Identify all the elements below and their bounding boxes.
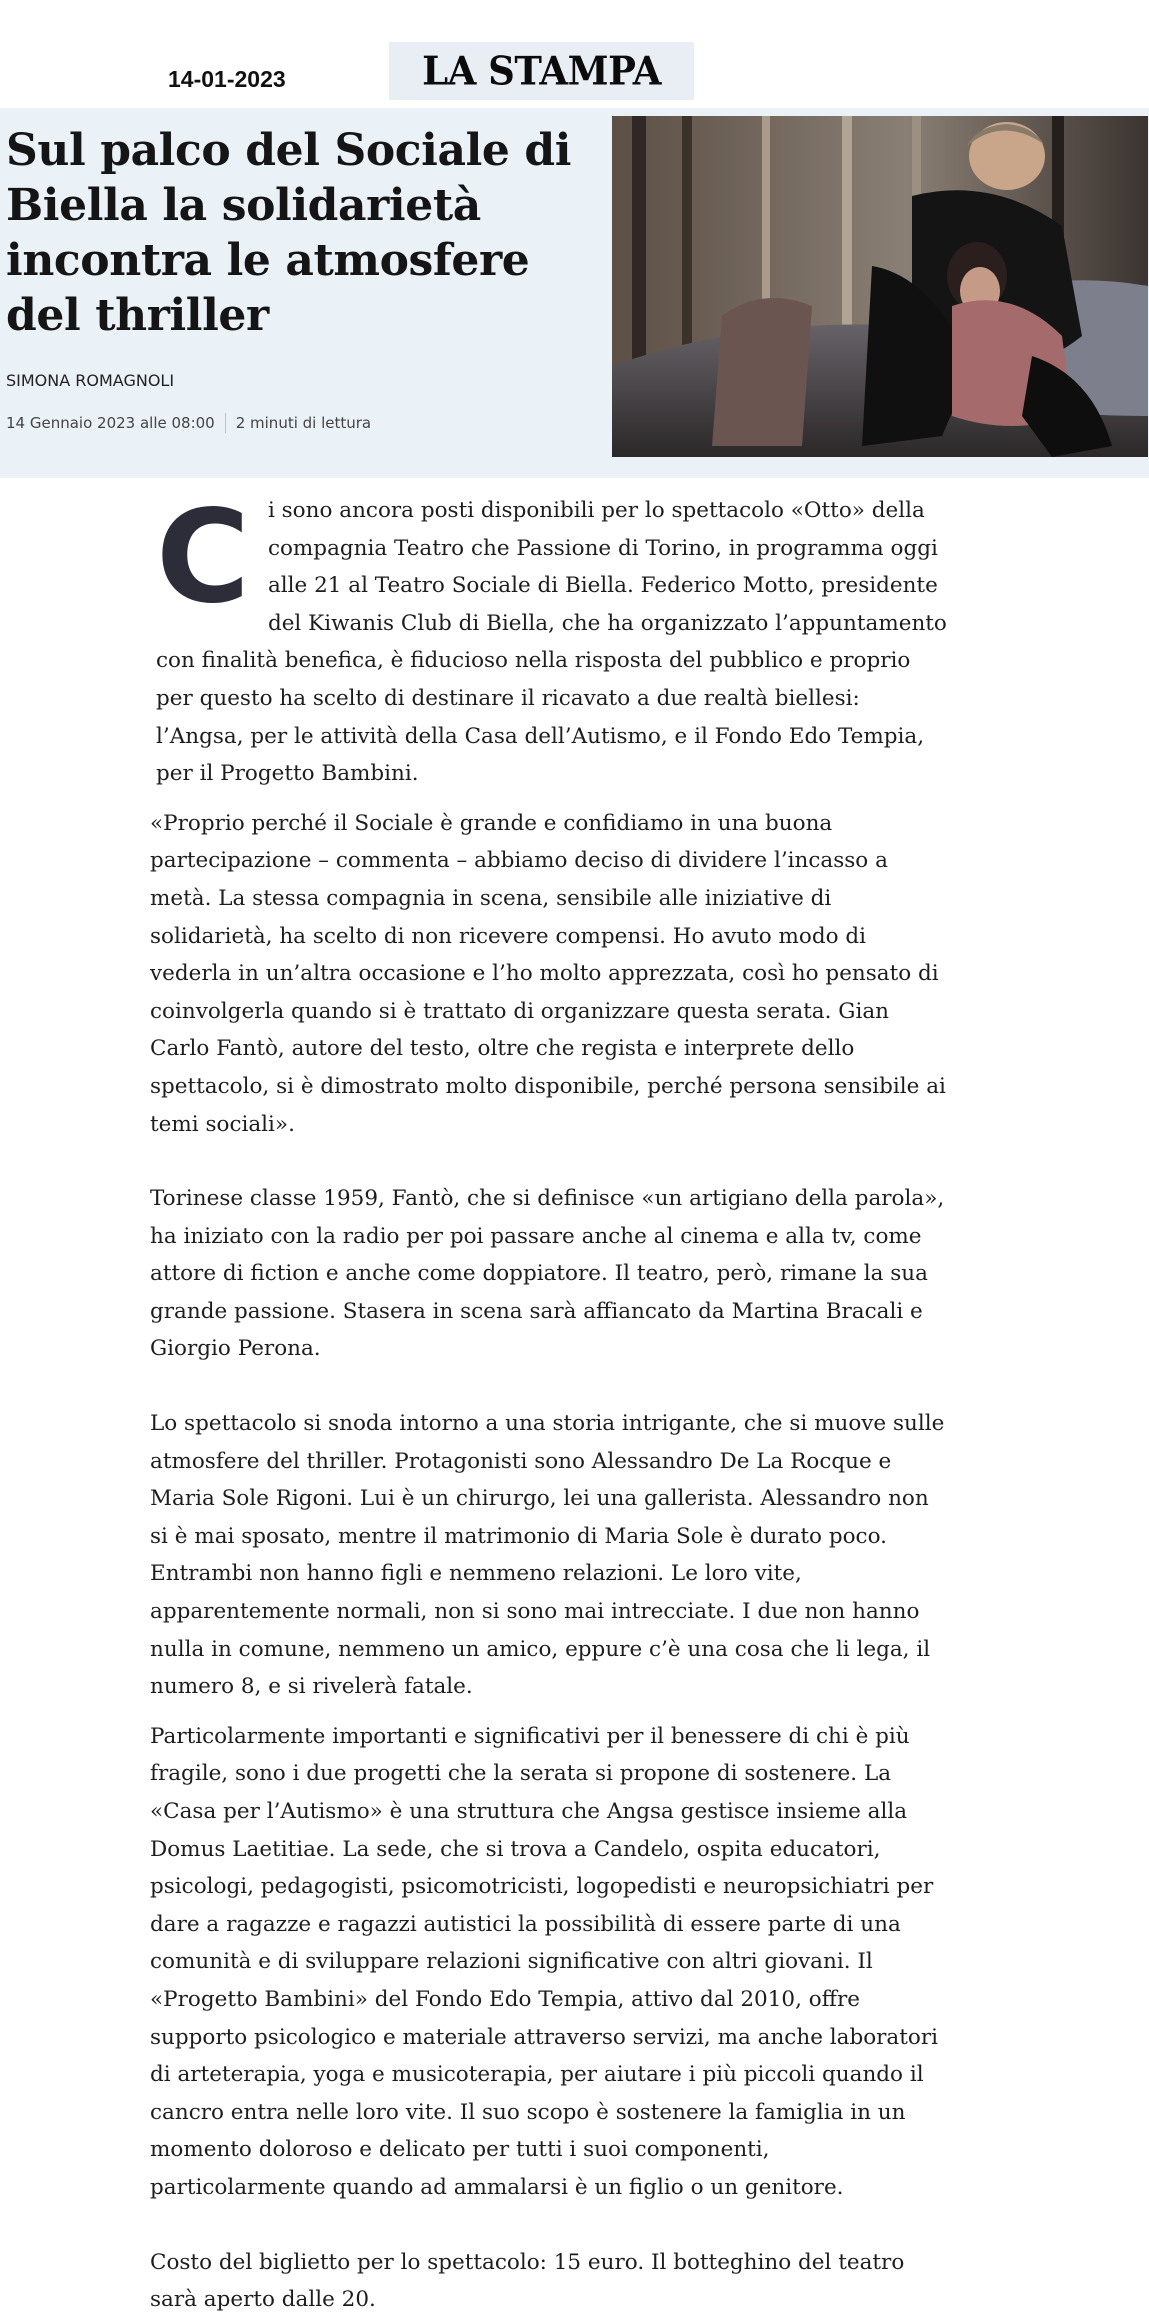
article-paragraph: Lo spettacolo si snoda intorno a una storia intrigante, che si muove sulle atmosfere del thriller. Protagonisti sono Alessandro De La Rocque e Maria Sole Rigoni. Lui è un chirurgo, lei una gallerista. Alessandro non si è mai sposato, mentre il matrimonio di Maria Sole è durato poco. Entrambi non hanno figli e nemmeno relazioni. Le loro vite, apparentemente normali, non si sono mai intrecciate. I due non hanno nulla in comune, nemmeno un amico, eppure c’è una cosa che li lega, il numero 8, e si rivelerà fatale. [150, 1411, 945, 1700]
article-paragraph: Particolarmente importanti e significativi per il benessere di chi è più fragile, sono i due progetti che la serata si propone di sostenere. La «Casa per l’Autismo» è una struttura che Angsa gestisce insieme alla Domus Laetitiae. La sede, che si trova a Candelo, ospita educatori, psicologi, pedagogisti, psicomotricisti, logopedisti e neuropsichiatri per dare a ragazze e ragazzi autistici la possibilità di essere parte di una comunità e di sviluppare relazioni significative con altri giovani. Il «Progetto Bambini» del Fondo Edo Tempia, attivo dal 2010, offre supporto psicologico e materiale attraverso servizi, ma anche laboratori di arteterapia, yoga e musicoterapia, per aiutare i più piccoli quando il cancro entra nelle loro vite. Il suo scopo è sostenere la famiglia in un momento doloroso e delicato per tutti i suoi componenti, particolarmente quando ad ammalarsi è un figlio o un genitore. [150, 1723, 938, 2200]
article-title: Sul palco del Sociale di Biella la solidarietà incontra le atmosfere del thriller [6, 125, 572, 341]
article-paragraph: Torinese classe 1959, Fantò, che si definisce «un artigiano della parola», ha iniziato con la radio per poi passare anche al cinema e alla tv, come attore di fiction e anche come doppiatore. Il teatro, però, rimane la sua grande passione. Stasera in scena sarà affiancato da Martina Bracali e Giorgio Perona. [150, 1186, 945, 1362]
reading-time: 2 minuti di lettura [235, 414, 372, 432]
article-hero [0, 108, 1149, 478]
clipping-date: 14-01-2023 [168, 66, 286, 92]
article-paragraph [150, 483, 950, 793]
paragraph-text: i sono ancora posti disponibili per lo spettacolo «Otto» della compagnia Teatro che Passione di Torino, in programma oggi alle 21 al Teatro Sociale di Biella. Federico Motto, presidente del Kiwanis Club di Biella, che ha organizzato l’appuntamento con finalità benefica, è fiducioso nella risposta del pubblico e proprio per questo ha scelto di destinare il ricavato a due realtà biellesi: l’Angsa, per le attività della Casa dell’Autismo, e il Fondo Edo Tempia, per il Progetto Bambini. [156, 498, 947, 787]
drop-cap: C [156, 483, 250, 632]
newspaper-logo-box [389, 42, 694, 100]
stage-photo-illustration [612, 116, 1148, 457]
clipping-header [0, 0, 1149, 108]
article-body [150, 483, 950, 2319]
publish-date: 14 Gennaio 2023 alle 08:00 [6, 414, 215, 432]
newspaper-logo: LA STAMPA [422, 47, 661, 95]
article-photo [612, 116, 1148, 457]
article-meta [6, 413, 371, 433]
article-paragraph: «Proprio perché il Sociale è grande e confidiamo in una buona partecipazione – commenta – abbiamo deciso di dividere l’incasso a metà. La stessa compagnia in scena, sensibile alle iniziative di solidarietà, ha scelto di non ricevere compensi. Ho avuto modo di vederla in un’altra occasione e l’ho molto apprezzata, così ho pensato di coinvolgerla quando si è trattato di organizzare questa serata. Gian Carlo Fantò, autore del testo, oltre che regista e interprete dello spettacolo, si è dimostrato molto disponibile, perché persona sensibile ai temi sociali». [150, 810, 946, 1137]
article-author: SIMONA ROMAGNOLI [6, 371, 175, 390]
article-paragraph: Costo del biglietto per lo spettacolo: 15 euro. Il botteghino del teatro sarà aperto dalle 20. [150, 2249, 905, 2313]
meta-divider [225, 413, 226, 433]
